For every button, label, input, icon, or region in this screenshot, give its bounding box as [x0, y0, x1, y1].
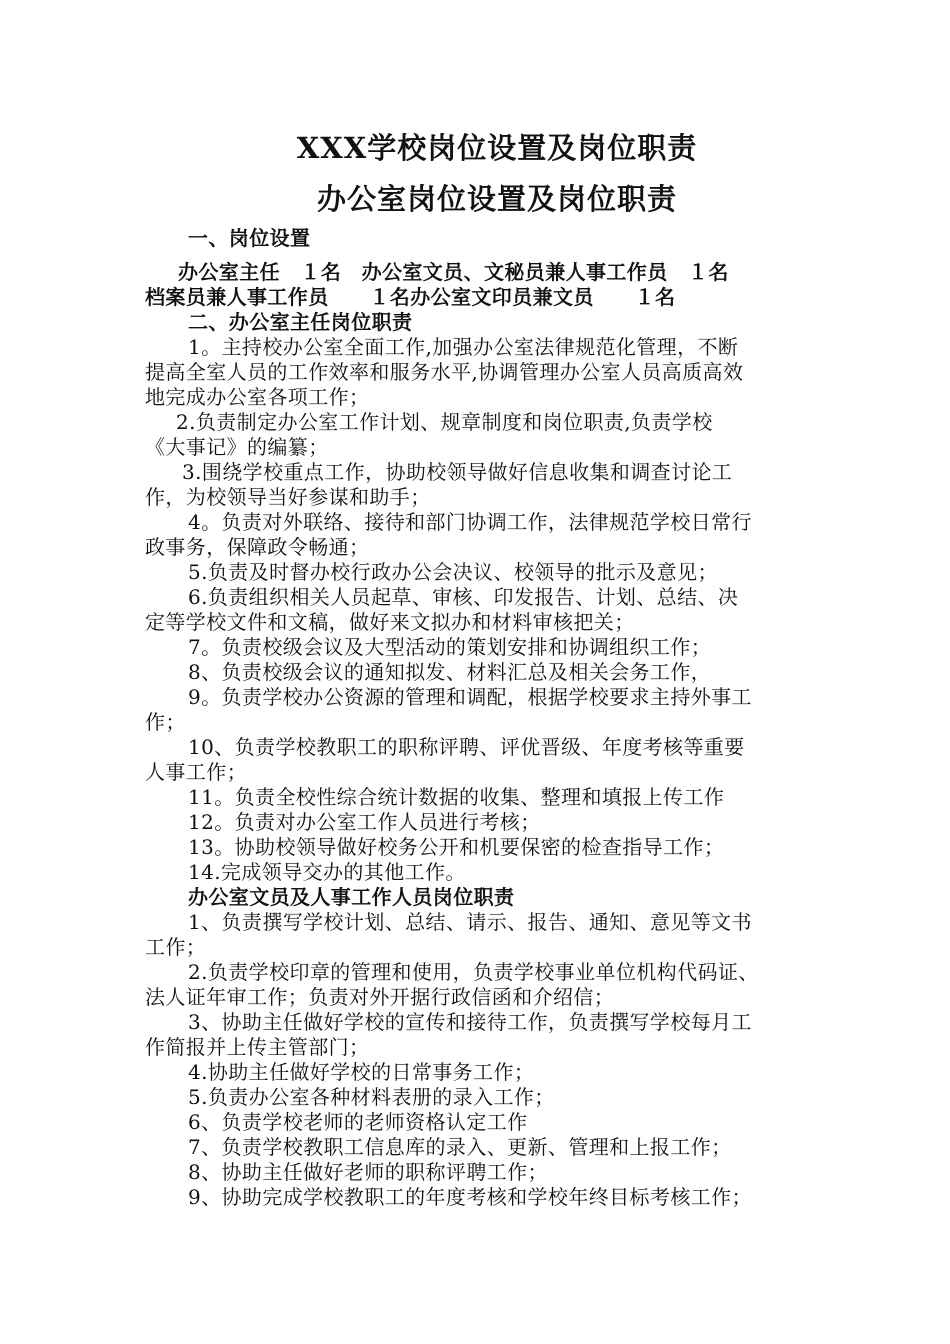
paragraph-line: 13。协助校领导做好校务公开和机要保密的检查指导工作；: [188, 835, 725, 859]
paragraph-line: 人事工作；: [145, 760, 247, 784]
paragraph-line: 9。负责学校办公资源的管理和调配，根据学校要求主持外事工: [188, 685, 752, 709]
section-heading: 一、岗位设置: [188, 226, 311, 250]
paragraph-line: 6、负责学校老师的老师资格认定工作: [188, 1110, 528, 1134]
paragraph-line: 1、负责撰写学校计划、总结、请示、报告、通知、意见等文书: [188, 910, 752, 934]
paragraph-line: 10、负责学校教职工的职称评聘、评优晋级、年度考核等重要: [188, 735, 745, 759]
posts-line: 档案员兼人事工作员 １名办公室文印员兼文员 １名: [145, 285, 676, 309]
section-heading: 二、办公室主任岗位职责: [188, 310, 413, 334]
paragraph-line: 提高全室人员的工作效率和服务水平,协调管理办公室人员高质高效: [145, 360, 744, 384]
paragraph-line: 政事务，保障政令畅通；: [145, 535, 370, 559]
paragraph-line: 7、负责学校教职工信息库的录入、更新、管理和上报工作；: [188, 1135, 732, 1159]
paragraph-line: 作简报并上传主管部门；: [145, 1035, 370, 1059]
paragraph-line: 7。负责校级会议及大型活动的策划安排和协调组织工作；: [188, 635, 712, 659]
paragraph-line: 地完成办公室各项工作；: [145, 385, 370, 409]
paragraph-line: 14.完成领导交办的其他工作。: [188, 860, 466, 884]
paragraph-line: 9、协助完成学校教职工的年度考核和学校年终目标考核工作；: [188, 1185, 752, 1209]
paragraph-line: 8、协助主任做好老师的职称评聘工作；: [188, 1160, 548, 1184]
paragraph-line: 法人证年审工作；负责对外开据行政信函和介绍信；: [145, 985, 615, 1009]
paragraph-line: 2.负责学校印章的管理和使用，负责学校事业单位机构代码证、: [188, 960, 759, 984]
paragraph-line: 5.负责及时督办校行政办公会决议、校领导的批示及意见；: [188, 560, 718, 584]
paragraph-line: 1。主持校办公室全面工作,加强办公室法律规范化管理，不断: [188, 335, 739, 359]
paragraph-line: 作，为校领导当好参谋和助手；: [145, 485, 431, 509]
paragraph-line: 2.负责制定办公室工作计划、规章制度和岗位职责,负责学校: [176, 410, 713, 434]
paragraph-line: 12。负责对办公室工作人员进行考核；: [188, 810, 541, 834]
paragraph-line: 《大事记》的编纂；: [145, 435, 329, 459]
paragraph-line: 作；: [145, 710, 186, 734]
paragraph-line: 4。负责对外联络、接待和部门协调工作，法律规范学校日常行: [188, 510, 752, 534]
paragraph-line: 3.围绕学校重点工作，协助校领导做好信息收集和调查讨论工: [182, 460, 733, 484]
paragraph-line: 3、协助主任做好学校的宣传和接待工作，负责撰写学校每月工: [188, 1010, 752, 1034]
document-subtitle: 办公室岗位设置及岗位职责: [316, 182, 677, 216]
section-heading: 办公室文员及人事工作人员岗位职责: [188, 885, 515, 909]
paragraph-line: 8、负责校级会议的通知拟发、材料汇总及相关会务工作，: [188, 660, 712, 684]
paragraph-line: 工作；: [145, 935, 207, 959]
posts-line: 办公室主任 １名 办公室文员、文秘员兼人事工作员 １名: [178, 260, 729, 284]
paragraph-line: 5.负责办公室各种材料表册的录入工作；: [188, 1085, 555, 1109]
document-title: XXX学校岗位设置及岗位职责: [296, 131, 698, 165]
paragraph-line: 6.负责组织相关人员起草、审核、印发报告、计划、总结、决: [188, 585, 739, 609]
paragraph-line: 4.协助主任做好学校的日常事务工作；: [188, 1060, 535, 1084]
paragraph-line: 11。负责全校性综合统计数据的收集、整理和填报上传工作: [188, 785, 725, 809]
paragraph-line: 定等学校文件和文稿，做好来文拟办和材料审核把关；: [145, 610, 635, 634]
